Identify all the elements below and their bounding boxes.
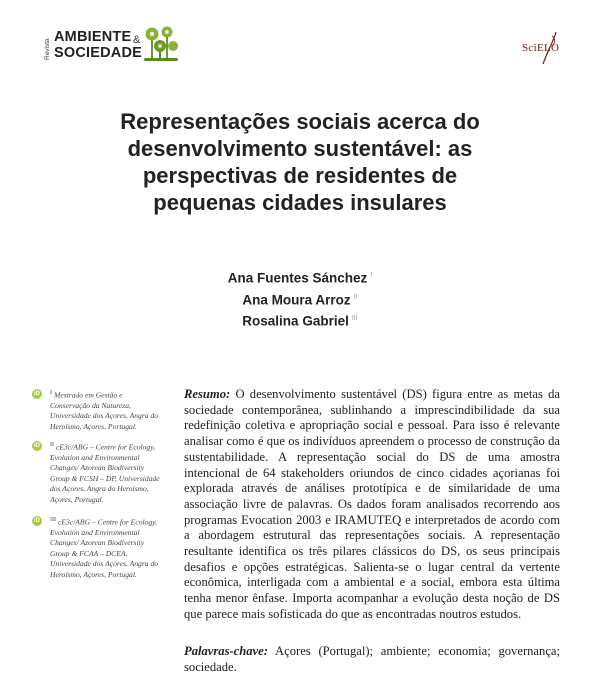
author-affiliation-mark: I xyxy=(370,272,373,279)
affiliation-mark: III xyxy=(50,517,56,523)
author xyxy=(180,288,420,310)
logo-revista-label: Revista xyxy=(44,38,51,60)
abstract xyxy=(184,387,560,623)
affiliation-text: cE3c/ABG – Centre for Ecology, Evolution and Environmental Changes/ Azorean Biodiversity Group & FCAA – DCEA, Universidade dos Açores, Angra do Heroísmo, Açores, Portugal. xyxy=(50,517,159,579)
affiliation xyxy=(34,388,164,432)
keywords-text: Açores (Portugal); ambiente; economia; governança; sociedade. xyxy=(184,644,560,674)
author-affiliation-mark: II xyxy=(353,293,358,301)
scielo-label: SciELO xyxy=(522,42,560,54)
author-list xyxy=(180,266,420,331)
affiliation xyxy=(34,515,164,580)
article-title: Representações sociais acerca do desenvolvimento sustentável: as perspectivas de residentes de pequenas cidades insulares xyxy=(120,109,480,215)
abstract-label: Resumo: xyxy=(184,387,231,401)
tree-people-icon xyxy=(140,24,182,66)
affiliation xyxy=(34,440,164,505)
author-name: Ana Fuentes Sánchez xyxy=(227,270,368,286)
orcid-icon[interactable]: iD xyxy=(34,391,40,397)
author-name: Rosalina Gabriel xyxy=(242,313,349,329)
author-affiliation-mark: III xyxy=(351,315,358,322)
scielo-logo xyxy=(522,30,566,66)
author xyxy=(180,266,420,288)
affiliation-mark: II xyxy=(50,442,54,448)
logo-name-line1: AMBIENTE xyxy=(54,29,132,45)
orcid-icon[interactable]: iD xyxy=(34,518,40,524)
keywords-label: Palavras-chave: xyxy=(184,644,268,658)
affiliation-text: cE3c/ABG – Centre for Ecology, Evolution and Environmental Changes/ Azorean Biodiversity Group & FCSH – DP, Universidade dos Açores, Angra do Heroísmo, Açores, Portugal. xyxy=(50,442,160,504)
affiliation-mark: I xyxy=(50,390,52,396)
author xyxy=(180,309,420,331)
journal-logo xyxy=(44,22,184,72)
author-name: Ana Moura Arroz xyxy=(242,292,351,307)
affiliation-text: Mestrado em Gestão e Conservação da Natureza, Universidade dos Açores, Angra do Heroísmo, Açores, Portugal. xyxy=(50,390,159,431)
logo-name-line2: SOCIEDADE xyxy=(54,45,143,61)
logo-ampersand: & xyxy=(133,34,141,46)
keywords xyxy=(184,644,560,675)
abstract-text: O desenvolvimento sustentável (DS) figura entre as metas da sociedade contemporânea, sublinhando a imprescindibilidade da sua redefinição coletiva e apropriação social e pessoal. Para isso é relevante analisar como é que os indivíduos apreendem o processo de construção da sustentabilidade. A representação social do DS de uma amostra intencional de 64 stakeholders oriundos de cinco cidades açorianas foi explorada através de análises prototípica e de similaridade de uma associação livre de palavras. Os dados foram analisados recorrendo aos programas Evocation 2003 e IRAMUTEQ e interpretados de acordo com a abordagem estrutural das representações sociais. A representação resultante identifica os três pilares clássicos do DS, os seus principais desafios e opções estratégicas. Salienta-se o lugar central da vertente econômica, interligada com a ambiental e a social, embora esta última tenha menor ênfase. Importa acompanhar a evolução desta noção de DS que parece mais sofisticada do que as encontradas noutros estudos. xyxy=(184,387,560,621)
orcid-icon[interactable]: iD xyxy=(34,443,40,449)
